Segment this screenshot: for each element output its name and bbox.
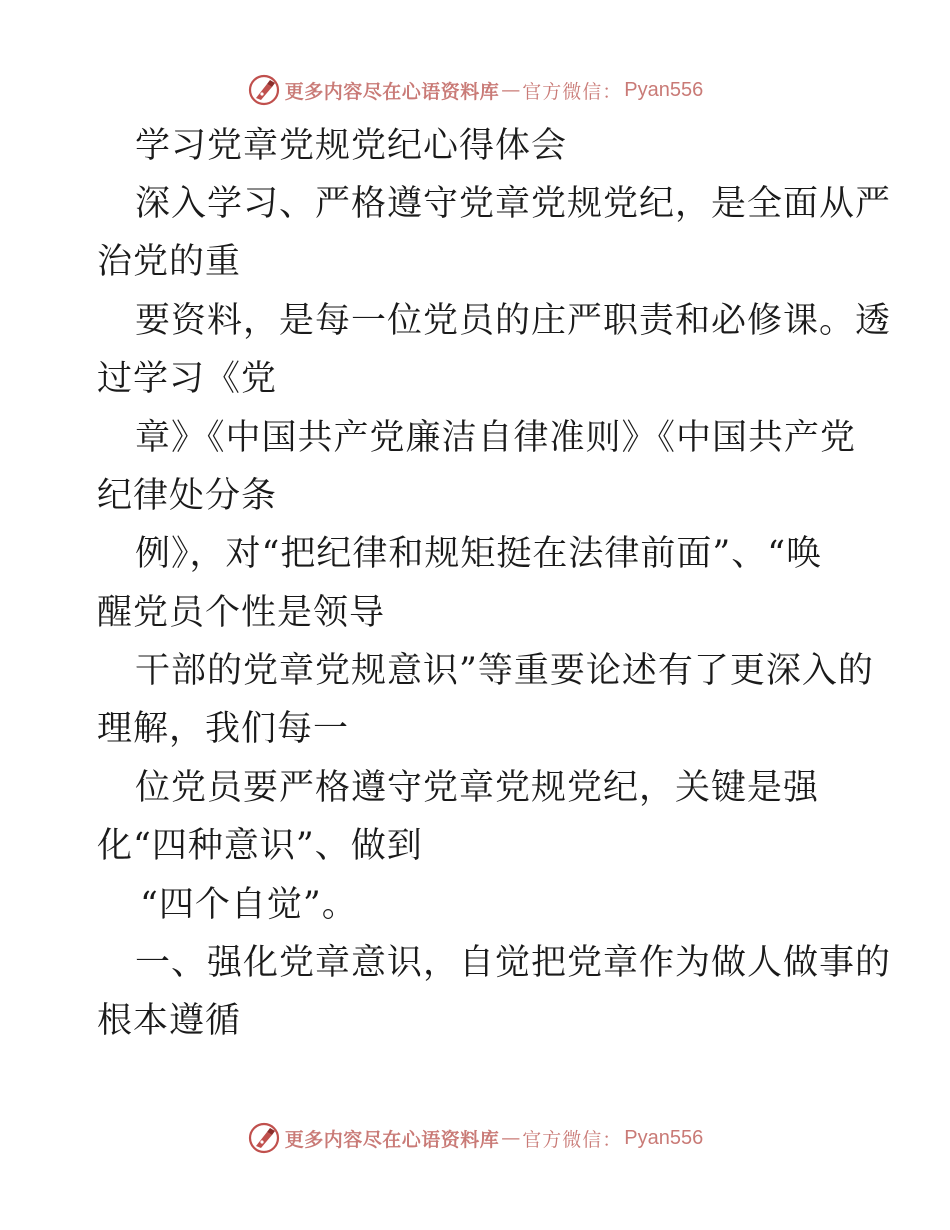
text-line: 位党员要严格遵守党章党规党纪，关键是强 (135, 768, 820, 808)
text-line: 过学习《党 (97, 359, 278, 399)
text-line: 干部的党章党规意识”等重要论述有了更深入的 (135, 651, 874, 691)
header-banner (0, 70, 950, 110)
section-heading-cont: 根本遵循 (97, 1001, 242, 1041)
text-line: 化“四种意识”、做到 (97, 826, 423, 866)
text-line: 章》《中国共产党廉洁自律准则》《中国共产党 (135, 418, 857, 458)
banner-wechat-label: 官方微信： (522, 1128, 623, 1151)
banner-wechat-id: Pyan556 (624, 78, 704, 101)
text-line: 例》，对“把纪律和规矩挺在法律前面”、“唤 (135, 534, 823, 574)
text-line: 治党的重 (97, 242, 242, 282)
section-heading: 一、强化党章意识，自觉把党章作为做人做事的 (135, 943, 892, 983)
text-line: “四个自觉”。 (140, 885, 358, 925)
footer-banner (0, 1118, 950, 1158)
pen-nib-logo-icon (247, 1121, 281, 1155)
banner-wechat-label: 官方微信： (522, 80, 623, 103)
text-line: 深入学习、严格遵守党章党规党纪，是全面从严 (135, 184, 892, 224)
text-line: 纪律处分条 (97, 476, 278, 516)
banner-dash: — (501, 79, 521, 101)
pen-nib-logo-icon (247, 73, 281, 107)
banner-text: 更多内容尽在心语资料库 (284, 80, 500, 103)
banner-wechat-id: Pyan556 (624, 1126, 704, 1149)
text-line: 理解，我们每一 (97, 709, 350, 749)
document-title: 学习党章党规党纪心得体会 (135, 126, 568, 166)
banner-dash: — (501, 1127, 521, 1149)
text-line: 要资料，是每一位党员的庄严职责和必修课。透 (135, 301, 892, 341)
banner-text: 更多内容尽在心语资料库 (284, 1128, 500, 1151)
text-line: 醒党员个性是领导 (97, 593, 386, 633)
